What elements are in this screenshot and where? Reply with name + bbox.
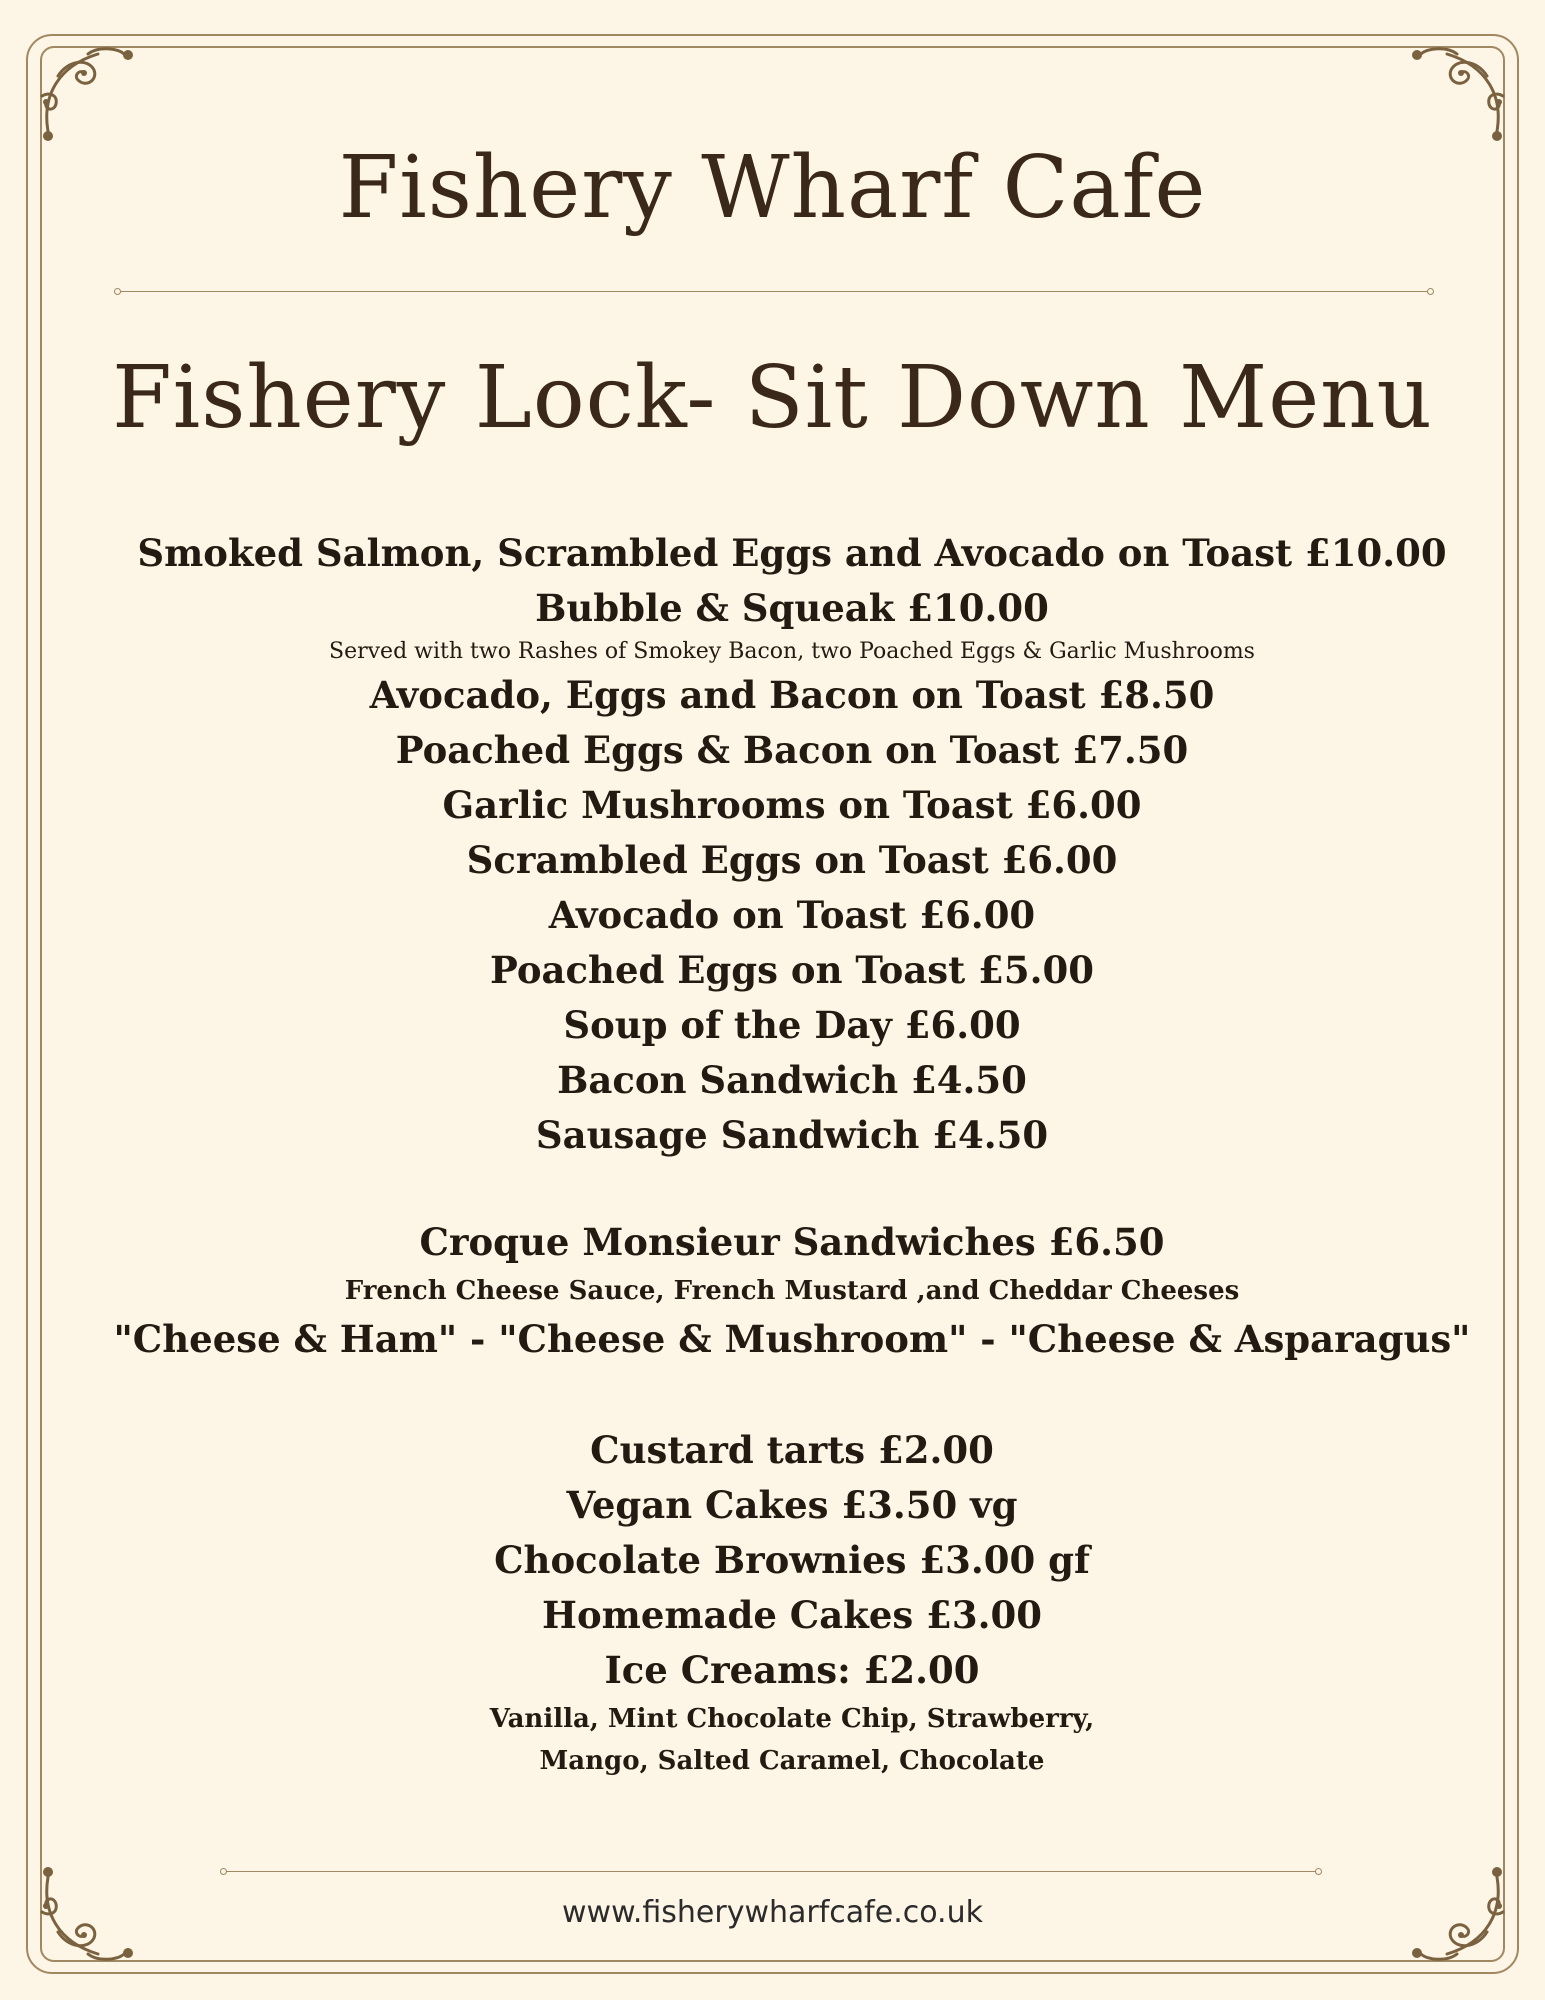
ice-cream-flavours: Mango, Salted Caramel, Chocolate	[539, 1746, 1045, 1776]
menu-item: Garlic Mushrooms on Toast £6.00	[442, 783, 1142, 827]
menu-item: Soup of the Day £6.00	[563, 1003, 1021, 1047]
menu-item: Poached Eggs & Bacon on Toast £7.50	[395, 728, 1189, 772]
cafe-title: Fishery Wharf Cafe	[338, 138, 1207, 238]
menu-item: Avocado, Eggs and Bacon on Toast £8.50	[369, 673, 1215, 717]
menu-item: Bubble & Squeak £10.00	[535, 586, 1049, 630]
menu-item: Smoked Salmon, Scrambled Eggs and Avocado on Toast £10.00	[137, 531, 1447, 575]
menu-item: Chocolate Brownies £3.00 gf	[494, 1538, 1090, 1582]
menu-item: Avocado on Toast £6.00	[548, 893, 1036, 937]
website-link[interactable]: www.fisherywharfcafe.co.uk	[562, 1895, 983, 1930]
menu-item: Poached Eggs on Toast £5.00	[490, 948, 1094, 992]
ice-cream-flavours: Vanilla, Mint Chocolate Chip, Strawberry,	[489, 1704, 1095, 1734]
menu-body	[100, 526, 1484, 1782]
divider-top	[120, 291, 1428, 292]
item-description: Served with two Rashes of Smokey Bacon, two Poached Eggs & Garlic Mushrooms	[329, 639, 1255, 664]
croque-options: "Cheese & Ham" - "Cheese & Mushroom" - "Cheese & Asparagus"	[113, 1317, 1471, 1361]
section-gap	[100, 1163, 1484, 1215]
menu-item: Sausage Sandwich £4.50	[535, 1113, 1049, 1157]
menu-item: Bacon Sandwich £4.50	[557, 1058, 1027, 1102]
croque-description: French Cheese Sauce, French Mustard ,and Cheddar Cheeses	[344, 1276, 1240, 1306]
divider-bottom	[226, 1871, 1316, 1872]
menu-item: Custard tarts £2.00	[590, 1428, 994, 1472]
menu-item: Scrambled Eggs on Toast £6.00	[466, 838, 1118, 882]
menu-item: Homemade Cakes £3.00	[542, 1593, 1042, 1637]
section-gap	[100, 1367, 1484, 1423]
menu-subtitle: Fishery Lock- Sit Down Menu	[112, 348, 1433, 448]
croque-title: Croque Monsieur Sandwiches £6.50	[419, 1220, 1165, 1264]
menu-item: Vegan Cakes £3.50 vg	[566, 1483, 1018, 1527]
menu-item: Ice Creams: £2.00	[604, 1648, 980, 1692]
